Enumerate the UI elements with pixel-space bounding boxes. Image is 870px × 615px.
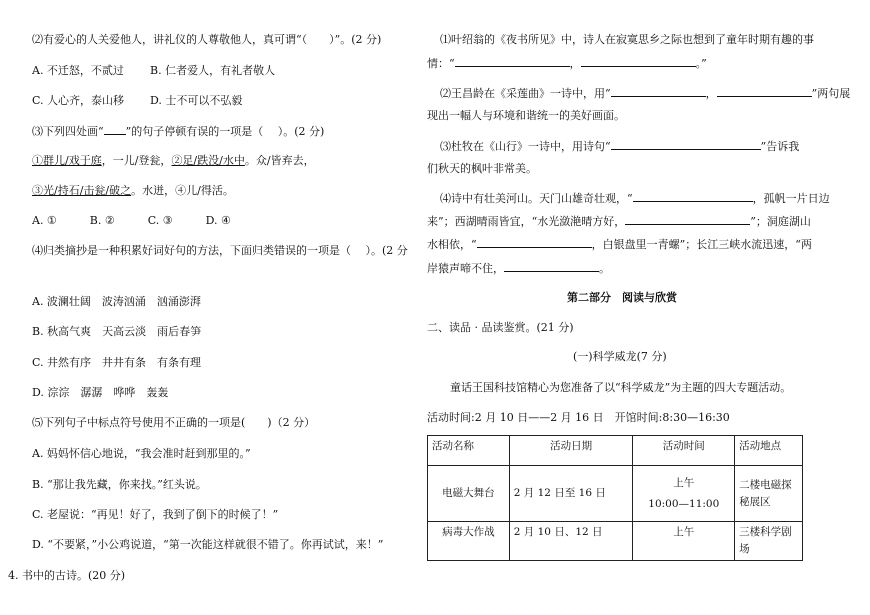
text: 岸猿声啼不住， (427, 262, 504, 275)
answer-blank (504, 260, 599, 272)
text: ，白银盘里一青螺”；长江三峡水流迅速，“两 (591, 238, 812, 251)
text: ⑶杜牧在《山行》一诗中，用诗句“ (440, 140, 611, 153)
q2-option-d: D. 士不可以不弘毅 (150, 94, 243, 107)
poem-q4-line-4 (427, 260, 610, 276)
table-cell: 2 月 10 日、12 日 (509, 522, 633, 561)
answer-blank (625, 213, 750, 225)
table-cell (633, 466, 735, 522)
poem-q3-line-2: 们秋天的枫叶非常美。 (427, 162, 537, 175)
table-header-cell: 活动名称 (428, 436, 510, 466)
poem-q4-line-2 (427, 213, 811, 229)
text: ”两句展 (811, 87, 851, 100)
poem-q1-line-1: ⑴叶绍翁的《夜书所见》中，诗人在寂寞思乡之际也想到了童年时期有趣的事 (440, 33, 814, 46)
table-cell: 上午 (633, 522, 735, 561)
time-range: 10:00—11:00 (648, 497, 720, 510)
text: 。 (599, 262, 610, 275)
answer-blank (581, 55, 696, 67)
answer-blank (104, 123, 126, 135)
poem-q4-line-3 (427, 236, 812, 252)
q5-option-b: B. “那让我先藏，你来找。”红头说。 (32, 478, 207, 491)
text: 来”；西湖晴雨皆宜，“水光潋滟晴方好， (427, 215, 626, 228)
text: ⑵王昌龄在《采莲曲》一诗中，用“ (440, 87, 611, 100)
table-cell: 2 月 12 日至 16 日 (509, 466, 633, 522)
q5-stem: ⑸下列句子中标点符号使用不正确的一项是( )（2 分） (32, 416, 316, 429)
q3-segment-2: ②足/跌没/水中 (171, 154, 245, 167)
table-header-cell: 活动地点 (735, 436, 803, 466)
poem-q1-line-2 (427, 55, 707, 71)
q4-stem: ⑷归类摘抄是一种积累好词好句的方法，下面归类错误的一项是（ ）。(2 分 (32, 244, 408, 257)
table-header-cell: 活动日期 (509, 436, 633, 466)
next-question-heading: 4. 书中的古诗。(20 分) (8, 569, 126, 582)
text: ， (569, 57, 581, 70)
q4-option-b: B. 秋高气爽 天高云淡 雨后春笋 (32, 325, 202, 338)
table-row (428, 522, 803, 561)
q3-segment-3: ③光/持石/击瓮/破之 (32, 184, 132, 197)
answer-blank (611, 85, 706, 97)
poem-q2-line-1 (440, 85, 850, 101)
q2-stem: ⑵有爱心的人关爱他人，讲礼仪的人尊敬他人，真可谓“（ ）”。(2 分) (32, 33, 382, 46)
text: 。” (695, 57, 707, 70)
table-row (428, 466, 803, 522)
text: ”告诉我 (760, 140, 800, 153)
text: ， (705, 87, 717, 100)
answer-blank (633, 190, 753, 202)
section-heading: 第二部分 阅读与欣赏 (567, 291, 677, 304)
answer-blank (717, 85, 812, 97)
table-cell: 二楼电磁探秘展区 (735, 466, 803, 522)
reading-question-heading: 二、读品 · 品读鉴赏。(21 分) (427, 321, 574, 334)
q2-option-a: A. 不迁怒，不贰过 (32, 64, 124, 77)
q2-option-b: B. 仁者爱人，有礼者敬人 (150, 64, 276, 77)
q2-option-c: C. 人心齐，泰山移 (32, 94, 125, 107)
q5-option-a: A. 妈妈怀信心地说，“我会准时赶到那里的。” (32, 447, 251, 460)
q4-option-c: C. 井然有序 井井有条 有条有理 (32, 356, 202, 369)
answer-blank (611, 138, 761, 150)
q5-option-d: D. “不要紧，”小公鸡说道，“第一次能这样就很不错了。你再试试，来！” (32, 538, 384, 551)
text: 情：“ (427, 57, 455, 70)
text: ”；洞庭湖山 (750, 215, 811, 228)
q3-stem-pre: ⑶下列四处画“ (32, 125, 104, 138)
q3-options: A. ① B. ② C. ③ D. ④ (32, 214, 231, 227)
subsection-title: (一)科学威龙(7 分) (573, 350, 667, 363)
table-header-cell: 活动时间 (633, 436, 735, 466)
table-cell: 电磁大舞台 (428, 466, 510, 522)
q3-text: 。水迸，④儿/得活 (131, 184, 223, 197)
table-cell: 病毒大作战 (428, 522, 510, 561)
text: 水相依，“ (427, 238, 477, 251)
time-label: 上午 (673, 476, 695, 489)
q3-stem-post: ”的句子停顿有误的一项是（ ）。(2 分) (125, 125, 325, 138)
q3-sentence-line-1 (32, 153, 315, 168)
table-header-row (428, 436, 803, 466)
activity-time-line: 活动时间:2 月 10 日——2 月 16 日 开馆时间:8:30—16:30 (427, 411, 730, 424)
answer-blank (477, 236, 592, 248)
poem-q3-line-1 (440, 138, 799, 154)
text: ⑷诗中有壮美河山。天门山雄奇壮观，“ (440, 192, 633, 205)
activity-table (427, 435, 803, 561)
text: ，孤帆一片日边 (752, 192, 830, 205)
q3-sentence-line-2 (32, 183, 234, 198)
q3-text: ，一儿/登瓮， (101, 154, 172, 167)
q3-stem (32, 123, 324, 139)
q3-text: 。 (222, 184, 234, 197)
q5-option-c: C. 老屋说：“再见！好了，我到了倒下的时候了！” (32, 508, 279, 521)
q3-text: 。众/皆弃去， (244, 154, 315, 167)
q4-option-a: A. 波澜壮阔 波涛汹涌 汹涌澎湃 (32, 295, 201, 308)
poem-q4-line-1 (440, 190, 830, 206)
q3-segment-1: ①群儿/戏于庭 (32, 154, 102, 167)
intro-paragraph: 童话王国科技馆精心为您准备了以“科学威龙”为主题的四大专题活动。 (450, 381, 792, 394)
answer-blank (455, 55, 570, 67)
table-cell: 三楼科学剧场 (735, 522, 803, 561)
poem-q2-line-2: 现出一幅人与环境和谐统一的美好画面。 (427, 109, 625, 122)
q4-option-d: D. 淙淙 潺潺 哗哗 轰轰 (32, 386, 169, 399)
